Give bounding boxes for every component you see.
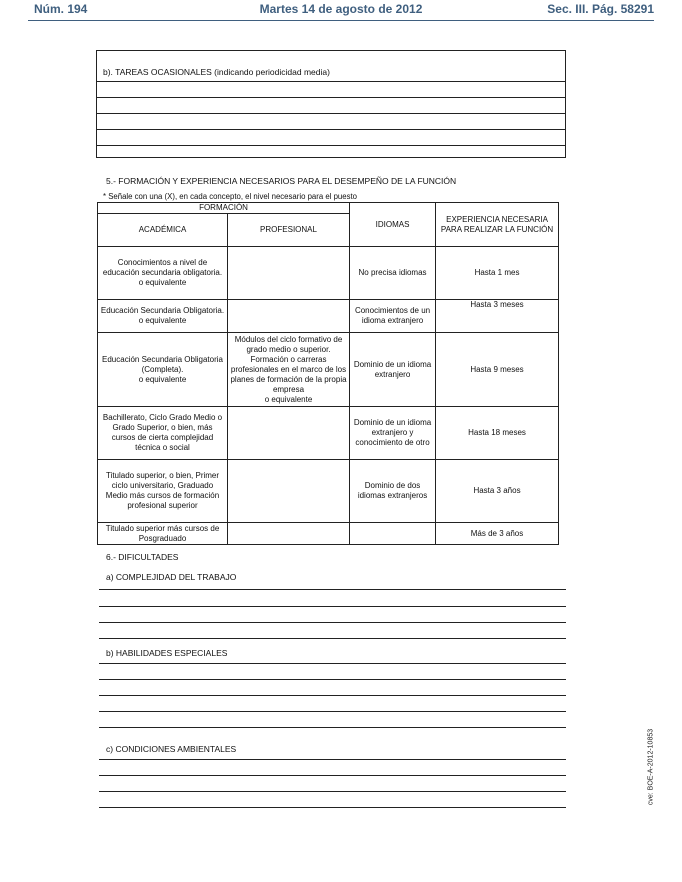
experiencia-cell: Hasta 3 meses: [436, 300, 559, 333]
page-header: [28, 0, 654, 18]
experiencia-cell: Hasta 18 meses: [436, 407, 559, 460]
table-row: [98, 300, 559, 333]
section5-title: 5.- FORMACIÓN Y EXPERIENCIA NECESARIOS PARA EL DESEMPEÑO DE LA FUNCIÓN: [106, 176, 457, 186]
academica-header: ACADÉMICA: [98, 214, 228, 247]
occasional-tasks-title: b). TAREAS OCASIONALES (indicando periodicidad media): [103, 67, 330, 77]
profesional-cell: [228, 300, 350, 333]
writing-line: [99, 807, 566, 808]
table-row: [98, 460, 559, 523]
writing-line: [99, 791, 566, 792]
writing-line: [99, 663, 566, 664]
section6-title: 6.- DIFICULTADES: [106, 552, 179, 562]
box-line: [97, 113, 565, 114]
idiomas-cell: No precisa idiomas: [350, 247, 436, 300]
document-code-text: cve: BOE-A-2012-10853: [647, 728, 655, 806]
experiencia-cell: Hasta 9 meses: [436, 333, 559, 407]
idiomas-cell: [350, 523, 436, 545]
bulletin-number: Núm. 194: [34, 2, 88, 16]
experiencia-header: EXPERIENCIA NECESARIA PARA REALIZAR LA FUNCIÓN: [436, 203, 559, 247]
writing-line: [99, 638, 566, 639]
writing-line: [99, 622, 566, 623]
experiencia-cell: Hasta 1 mes: [436, 247, 559, 300]
academica-cell: Educación Secundaria Obligatoria (Completa). o equivalente: [98, 333, 228, 407]
bulletin-date: Martes 14 de agosto de 2012: [259, 2, 423, 16]
section-page: Sec. III. Pág. 58291: [547, 2, 654, 16]
box-line: [97, 145, 565, 146]
writing-line: [99, 775, 566, 776]
experiencia-cell: Hasta 3 años: [436, 460, 559, 523]
profesional-header: PROFESIONAL: [228, 214, 350, 247]
box-line: [97, 97, 565, 98]
academica-cell: Bachillerato, Ciclo Grado Medio o Grado Superior, o bien, más cursos de cierta complejidad técnica o social: [98, 407, 228, 460]
training-experience-table: [97, 202, 559, 545]
header-divider: [28, 20, 654, 21]
table-row: [98, 333, 559, 407]
document-code: [644, 722, 658, 812]
section5-note: * Señale con una (X), en cada concepto, el nivel necesario para el puesto: [103, 192, 357, 201]
profesional-cell: [228, 247, 350, 300]
profesional-cell: Módulos del ciclo formativo de grado medio o superior. Formación o carreras profesionales en el marco de los planes de formación de la propia empresa o equivalente: [228, 333, 350, 407]
table-row: [98, 523, 559, 545]
special-skills-title: b) HABILIDADES ESPECIALES: [106, 648, 228, 658]
writing-line: [99, 589, 566, 590]
table-row: [98, 407, 559, 460]
academica-cell: Educación Secundaria Obligatoria. o equivalente: [98, 300, 228, 333]
writing-line: [99, 727, 566, 728]
writing-line: [99, 759, 566, 760]
table-row: [98, 247, 559, 300]
writing-line: [99, 606, 566, 607]
writing-line: [99, 695, 566, 696]
profesional-cell: [228, 460, 350, 523]
complexity-title: a) COMPLEJIDAD DEL TRABAJO: [106, 572, 237, 582]
experiencia-cell: Más de 3 años: [436, 523, 559, 545]
idiomas-header: IDIOMAS: [350, 203, 436, 247]
academica-cell: Titulado superior, o bien, Primer ciclo universitario, Graduado Medio más cursos de formación profesional superior: [98, 460, 228, 523]
profesional-cell: [228, 523, 350, 545]
academica-cell: Titulado superior más cursos de Posgraduado: [98, 523, 228, 545]
environmental-conditions-title: c) CONDICIONES AMBIENTALES: [106, 744, 237, 754]
box-line: [97, 81, 565, 82]
idiomas-cell: Conocimientos de un idioma extranjero: [350, 300, 436, 333]
writing-line: [99, 679, 566, 680]
profesional-cell: [228, 407, 350, 460]
academica-cell: Conocimientos a nivel de educación secundaria obligatoria. o equivalente: [98, 247, 228, 300]
writing-line: [99, 711, 566, 712]
formacion-header: FORMACIÓN: [98, 203, 350, 214]
occasional-tasks-box: [96, 50, 566, 158]
box-line: [97, 129, 565, 130]
idiomas-cell: Dominio de dos idiomas extranjeros: [350, 460, 436, 523]
idiomas-cell: Dominio de un idioma extranjero y conocimiento de otro: [350, 407, 436, 460]
idiomas-cell: Dominio de un idioma extranjero: [350, 333, 436, 407]
